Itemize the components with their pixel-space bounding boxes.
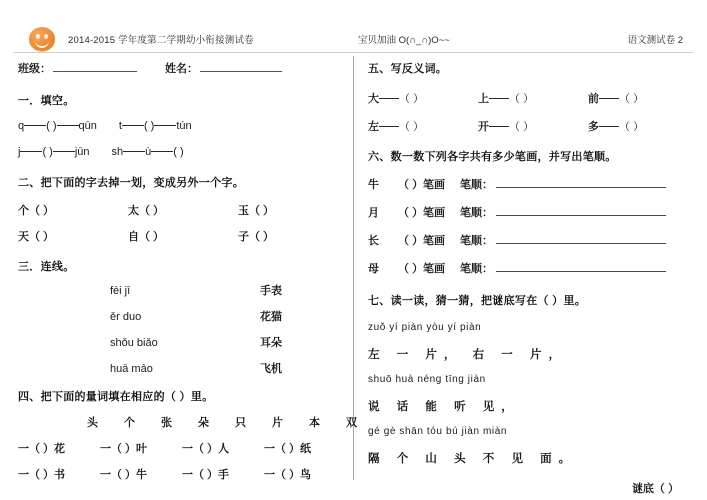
section-4-heading: 四、把下面的量词填在相应的（ ）里。 [18, 391, 214, 403]
header-title: 2014-2015 学年度第二学期幼小衔接测试卷 [68, 35, 254, 46]
section-3-pair-4 [18, 360, 282, 376]
name-label: 姓名： [165, 63, 198, 75]
stroke-count-blank[interactable]: （ ）笔画 [398, 263, 446, 275]
antonym-pair[interactable] [478, 118, 588, 134]
s3-word[interactable]: 耳朵 [260, 337, 282, 349]
stroke-order-label: 笔顺： [460, 263, 493, 275]
stroke-count-blank[interactable]: （ ）笔画 [398, 207, 446, 219]
section-4-measure-word-bank [74, 414, 370, 430]
antonym-word: 开 [478, 121, 489, 133]
stroke-order-blank[interactable] [496, 233, 666, 244]
s1-r2-syllable: jūn [74, 146, 90, 158]
s1-r2-initial2: sh [111, 146, 124, 158]
section-2-row-1 [18, 202, 348, 218]
s1-r2-blank2[interactable]: ( ) [173, 146, 184, 158]
section-4-row-1 [18, 440, 346, 456]
section-6-row-3 [368, 232, 666, 248]
s4-item[interactable]: 一（ ）手 [182, 469, 230, 481]
s3-pinyin[interactable]: huā māo [110, 363, 153, 375]
section-6-row-4 [368, 260, 666, 276]
antonym-word: 大 [368, 93, 379, 105]
section-3-heading: 三．连线。 [18, 261, 75, 273]
riddle-answer-blank[interactable]: 谜底（ ） [631, 483, 679, 495]
measure-word: 双 [346, 417, 357, 429]
header-page-label: 语文测试卷 2 [627, 35, 683, 46]
section-5-row-1 [368, 90, 698, 106]
section-1-row-1 [18, 120, 192, 132]
measure-word: 本 [309, 417, 320, 429]
s1-r2-initial: j [18, 146, 21, 158]
s3-word[interactable]: 飞机 [260, 363, 282, 375]
s4-item[interactable]: 一（ ）人 [182, 443, 230, 455]
section-3-pair-3 [18, 334, 282, 350]
antonym-word: 上 [478, 93, 489, 105]
antonym-word: 前 [588, 93, 599, 105]
stroke-order-blank[interactable] [496, 261, 666, 272]
s1-r2-final: ù [145, 146, 152, 158]
s2-cell[interactable]: 玉（ ） [238, 205, 275, 217]
s1-r1-blank2[interactable]: ( ) [143, 120, 155, 132]
measure-word: 片 [272, 417, 283, 429]
s1-r2-blank[interactable]: ( ) [42, 146, 53, 158]
s1-r1-blank[interactable]: ( ) [46, 120, 57, 132]
s1-r1-syllable2: tún [176, 120, 192, 132]
header-divider-rule [14, 52, 693, 53]
section-6-row-1 [368, 176, 666, 192]
stroke-order-blank[interactable] [496, 177, 666, 188]
stroke-order-label: 笔顺： [460, 179, 493, 191]
antonym-pair[interactable] [478, 90, 588, 106]
s3-pinyin[interactable]: fēi jī [110, 285, 131, 297]
section-7-heading: 七、读一读，猜一猜，把谜底写在（ ）里。 [368, 295, 587, 307]
measure-word: 个 [124, 417, 135, 429]
s2-cell[interactable]: 太（ ） [128, 205, 165, 217]
s3-word[interactable]: 手表 [260, 285, 282, 297]
stroke-order-label: 笔顺： [460, 235, 493, 247]
antonym-blank[interactable]: （ ） [509, 121, 535, 133]
antonym-pair[interactable] [588, 118, 698, 134]
antonym-blank[interactable]: （ ） [619, 93, 645, 105]
s3-pinyin[interactable]: ěr duo [110, 311, 142, 323]
riddle-pinyin-3: gé gè shān tóu bú jiàn miàn [368, 426, 508, 437]
antonym-blank[interactable]: （ ） [399, 121, 425, 133]
section-2-row-2 [18, 228, 348, 244]
s4-item[interactable]: 一（ ）牛 [100, 469, 148, 481]
section-6-row-2 [368, 204, 666, 220]
s3-word[interactable]: 花猫 [260, 311, 282, 323]
stroke-order-label: 笔顺： [460, 207, 493, 219]
antonym-blank[interactable]: （ ） [509, 93, 535, 105]
riddle-pinyin-1: zuǒ yí piàn yòu yí piàn [368, 322, 482, 333]
s4-item[interactable]: 一（ ）叶 [100, 443, 148, 455]
name-input-blank[interactable] [200, 60, 282, 72]
section-4-row-2 [18, 466, 346, 482]
s4-item[interactable]: 一（ ）鸟 [264, 469, 312, 481]
stroke-count-blank[interactable]: （ ）笔画 [398, 179, 446, 191]
s2-cell[interactable]: 个（ ） [18, 205, 55, 217]
section-1-row-2 [18, 146, 184, 158]
measure-word: 头 [87, 417, 98, 429]
s4-item[interactable]: 一（ ）书 [18, 469, 66, 481]
stroke-char: 牛 [368, 179, 379, 191]
section-5-row-2 [368, 118, 698, 134]
stroke-order-blank[interactable] [496, 205, 666, 216]
s3-pinyin[interactable]: shǒu biǎo [110, 337, 158, 349]
section-3-pair-1 [18, 282, 282, 298]
antonym-pair[interactable] [588, 90, 698, 106]
measure-word: 朵 [198, 417, 209, 429]
stroke-count-blank[interactable]: （ ）笔画 [398, 235, 446, 247]
s2-cell[interactable]: 自（ ） [128, 231, 165, 243]
antonym-blank[interactable]: （ ） [619, 121, 645, 133]
s1-r1-syllable: qūn [78, 120, 97, 132]
stroke-char: 月 [368, 207, 379, 219]
measure-word: 只 [235, 417, 246, 429]
s2-cell[interactable]: 天（ ） [18, 231, 55, 243]
antonym-word: 左 [368, 121, 379, 133]
antonym-pair[interactable] [368, 118, 478, 134]
riddle-pinyin-2: shuō huà néng tīng jiàn [368, 374, 486, 385]
riddle-line-3: 隔 个 山 头 不 见 面。 [368, 453, 578, 465]
s4-item[interactable]: 一（ ）花 [18, 443, 66, 455]
s2-cell[interactable]: 子（ ） [238, 231, 275, 243]
s1-r1-initial: q [18, 120, 25, 132]
section-1-heading: 一．填空。 [18, 95, 75, 107]
smiley-face-icon [29, 27, 57, 53]
class-input-blank[interactable] [53, 60, 137, 72]
section-6-heading: 六、数一数下列各字共有多少笔画，并写出笔顺。 [368, 151, 617, 163]
stroke-char: 长 [368, 235, 379, 247]
s4-item[interactable]: 一（ ）纸 [264, 443, 312, 455]
riddle-line-2: 说 话 能 听 见， [368, 401, 520, 413]
section-3-pair-2 [18, 308, 282, 324]
measure-word: 张 [161, 417, 172, 429]
section-2-heading: 二、把下面的字去掉一划，变成另外一个字。 [18, 177, 244, 189]
antonym-pair[interactable] [368, 90, 478, 106]
s1-r1-initial2: t [118, 120, 122, 132]
stroke-char: 母 [368, 263, 379, 275]
riddle-line-1: 左 一 片， 右 一 片， [368, 349, 567, 361]
section-5-heading: 五、写反义词。 [368, 63, 448, 75]
class-label: 班级： [18, 63, 51, 75]
student-info-row [18, 60, 282, 76]
antonym-blank[interactable]: （ ） [399, 93, 425, 105]
antonym-word: 多 [588, 121, 599, 133]
header-encouragement-note: 宝贝加油 O(∩_∩)O~~ [358, 35, 450, 46]
